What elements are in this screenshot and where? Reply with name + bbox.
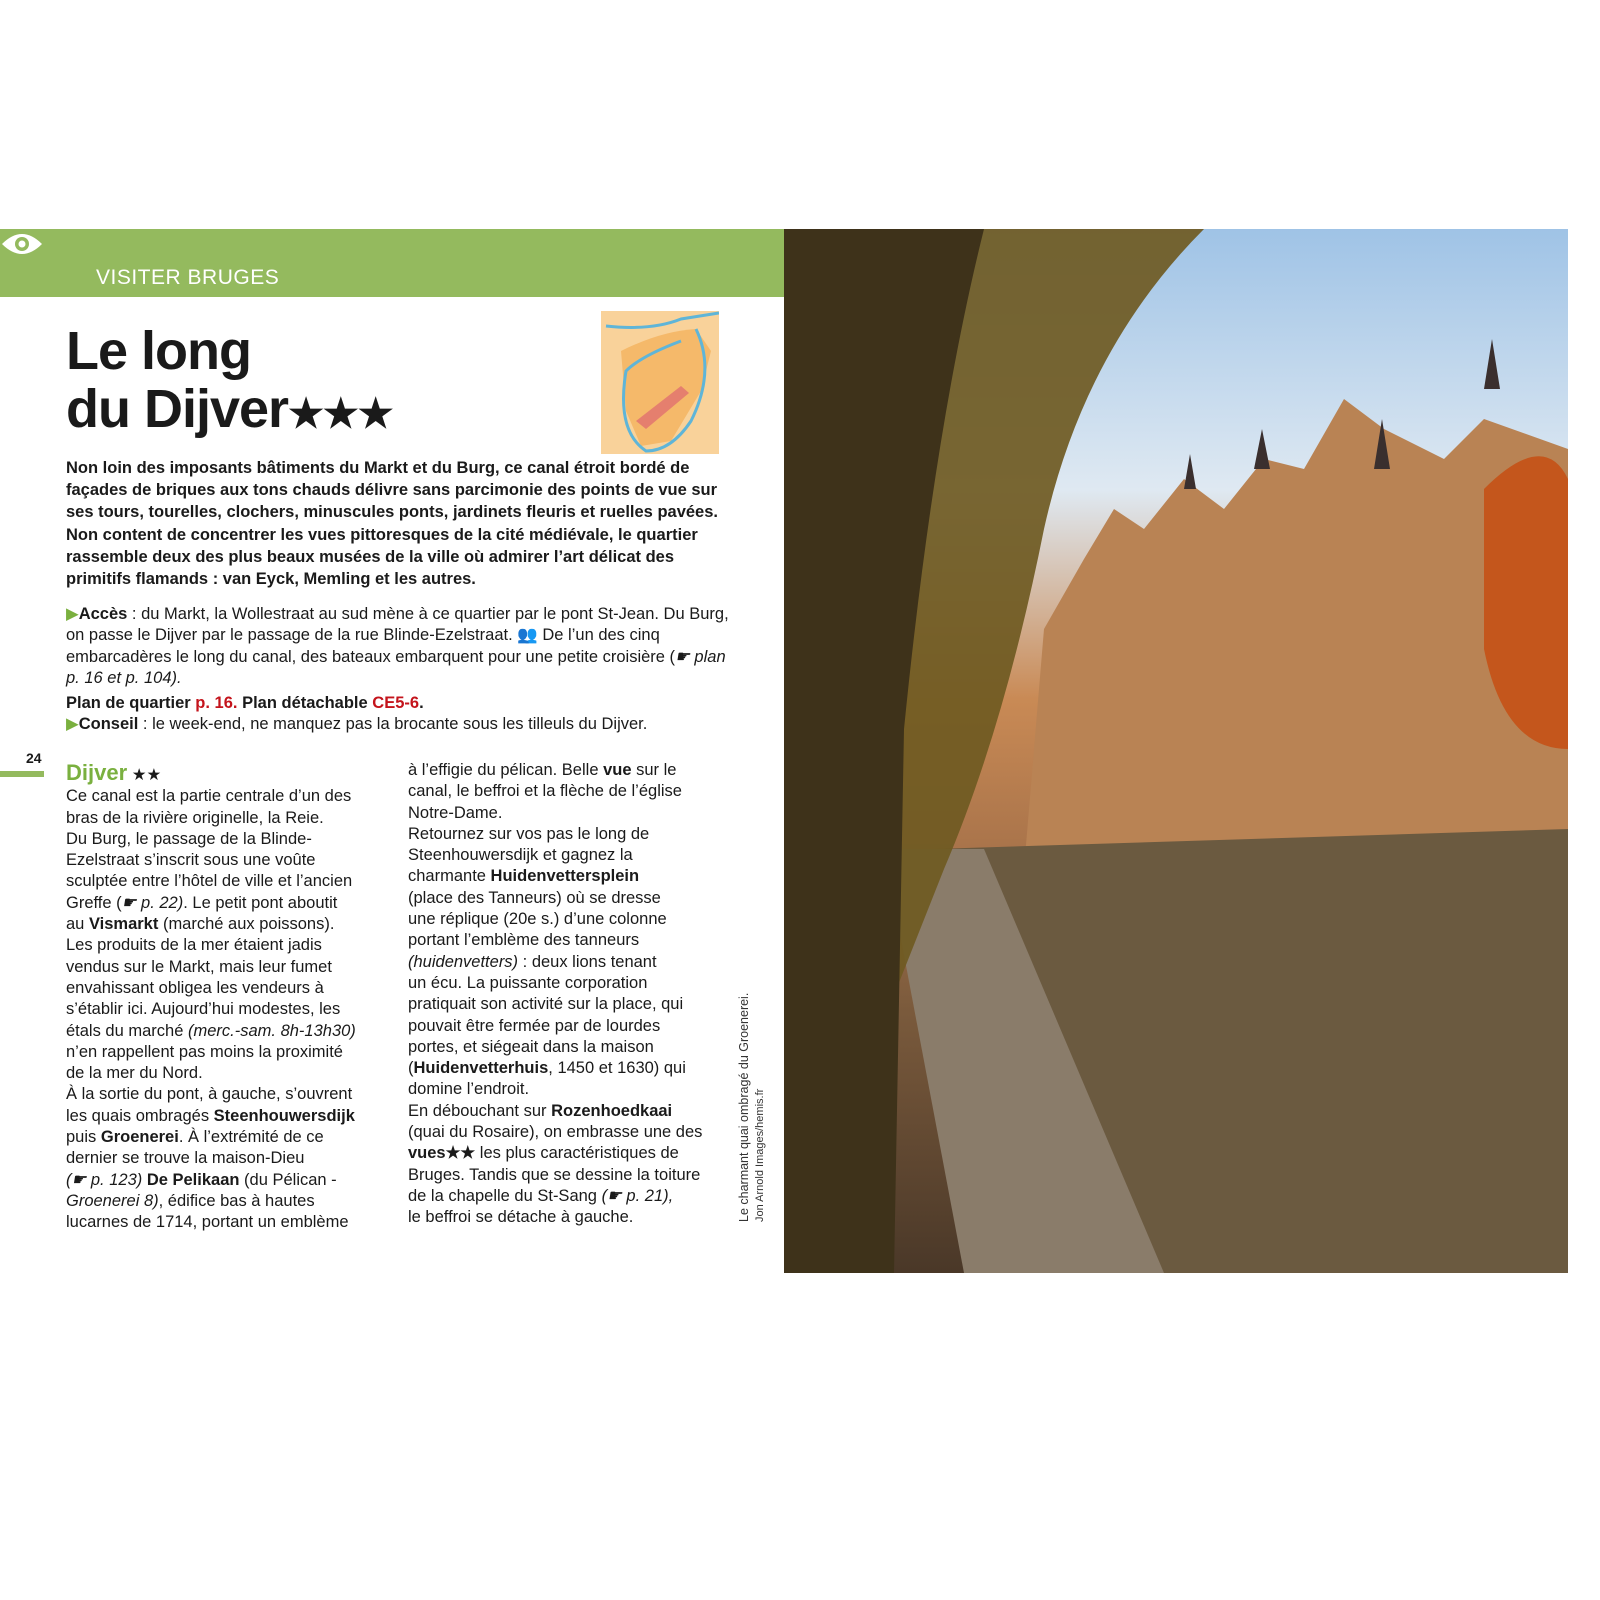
text-segment: de la mer du Nord. [66, 1064, 203, 1083]
text-segment: lucarnes de 1714, portant un emblème [66, 1213, 349, 1232]
text-line [66, 1191, 356, 1212]
text-segment: Les produits de la mer étaient jadis [66, 936, 322, 955]
text-line [66, 935, 356, 956]
text-line [408, 1207, 702, 1228]
text-segment: de la chapelle du St-Sang [408, 1186, 602, 1205]
text-segment: un écu. La puissante corporation [408, 973, 648, 992]
text-column-2 [408, 760, 702, 1229]
practical-info [66, 604, 736, 736]
text-segment: (du Pélican - [239, 1170, 337, 1189]
text-line [66, 786, 356, 807]
text-segment: n’en rappellent pas moins la proximité [66, 1042, 343, 1061]
plan-ref-link[interactable]: CE5-6 [372, 694, 420, 713]
plan-label: Plan de quartier [66, 694, 196, 713]
text-segment: Steenhouwersdijk et gagnez la [408, 846, 633, 865]
text-segment: Ce canal est la partie centrale d’un des [66, 787, 352, 806]
text-segment: puis [66, 1128, 101, 1147]
text-segment: portes, et siégeait dans la maison [408, 1037, 654, 1056]
text-line [408, 952, 702, 973]
text-segment: portant l’emblème des tanneurs [408, 931, 640, 950]
text-segment: sculptée entre l’hôtel de ville et l’ancien [66, 872, 353, 891]
text-line [408, 1165, 702, 1186]
text-line [66, 1170, 356, 1191]
text-segment: (place des Tanneurs) où se dresse [408, 888, 661, 907]
text-segment: sur le [631, 761, 677, 779]
text-line [408, 781, 702, 802]
title-line-1: Le long [66, 321, 251, 381]
text-line [408, 973, 702, 994]
acces-text: : du Markt, la Wollestraat au sud mène à ce quartier par le pont St-Jean. Du Burg, on passe le Dijver par le passage de la rue Blinde-Ezelstraat. [66, 605, 729, 645]
text-line [408, 930, 702, 951]
page-ref-link[interactable]: (☛ p. 123) [66, 1170, 147, 1189]
district-locator-map [601, 311, 719, 454]
text-line [66, 999, 356, 1020]
text-segment: charmante [408, 867, 491, 886]
text-segment: au [66, 915, 89, 934]
text-line [66, 808, 356, 829]
text-segment: pouvait être fermée par de lourdes [408, 1016, 661, 1035]
triangle-bullet-icon: ▶ [66, 715, 79, 734]
text-segment: vendus sur le Markt, mais leur fumet [66, 957, 332, 976]
rating-stars: ★★★ [288, 392, 393, 436]
plan-page-link[interactable]: p. 16. [195, 694, 238, 713]
text-line [408, 803, 702, 824]
text-line [408, 994, 702, 1015]
acces-text-2: De l’un des cinq embarcadères le long du canal, des bateaux embarquent pour une petite croisière ( [66, 626, 676, 666]
text-segment: ( [408, 1059, 414, 1078]
page-number: 24 [26, 750, 42, 766]
bold-term: Groenerei [100, 1128, 179, 1147]
text-line [408, 909, 702, 930]
text-segment: , 1450 et 1630) qui [548, 1059, 686, 1078]
text-segment: . Le petit pont aboutit [183, 893, 338, 912]
text-line [408, 1079, 702, 1100]
text-segment: . À l’extrémité de ce [178, 1128, 324, 1147]
text-segment: dernier se trouve la maison-Dieu [66, 1149, 305, 1168]
text-line [408, 1058, 702, 1079]
conseil-text: : le week-end, ne manquez pas la brocante sous les tilleuls du Dijver. [138, 715, 648, 734]
text-line [66, 871, 356, 892]
text-segment: bras de la rivière originelle, la Reie. [66, 808, 324, 827]
text-line [408, 1143, 702, 1164]
text-line [408, 1101, 702, 1122]
eye-icon [0, 229, 44, 259]
plan-end: . [419, 694, 424, 713]
caption-text: Le charmant quai ombragé du Groenerei. [737, 992, 751, 1222]
text-segment: domine l’endroit. [408, 1080, 530, 1099]
text-line [66, 829, 356, 850]
bold-term: Vismarkt [88, 915, 159, 934]
intro-paragraph: Non loin des imposants bâtiments du Markt et du Burg, ce canal étroit bordé de façades de briques aux tons chauds délivre sans parcimonie des points de vue sur ses tours, tourelles, clochers, minuscules ponts, jardinets fleuris et ruelles pavées. Non content de concentrer les vues pittoresques de la cité médiévale, le quartier rassemble deux des plus beaux musées de la ville où admirer l’art délicat des primitifs flamands : van Eyck, Memling et les autres. [66, 459, 718, 589]
text-line [66, 1063, 356, 1084]
text-segment: Bruges. Tandis que se dessine la toiture [408, 1165, 701, 1184]
text-line [408, 1016, 702, 1037]
page-title [66, 322, 393, 443]
text-line [408, 760, 702, 781]
text-segment: les quais ombragés [66, 1106, 214, 1125]
acces-label: Accès [78, 605, 128, 623]
text-line [408, 1037, 702, 1058]
text-line [66, 1106, 356, 1127]
text-line [408, 1186, 702, 1207]
text-segment: (quai du Rosaire), on embrasse une des [408, 1123, 703, 1142]
bold-term: vue [603, 761, 632, 779]
text-segment: canal, le beffroi et la flèche de l’église [408, 782, 682, 801]
text-line [66, 1021, 356, 1042]
text-segment: étals du marché [66, 1021, 188, 1040]
text-segment: le beffroi se détache à gauche. [408, 1208, 634, 1227]
text-segment: À la sortie du pont, à gauche, s’ouvrent [66, 1085, 353, 1104]
text-segment: (marché aux poissons). [158, 915, 335, 934]
text-segment: Greffe ( [66, 893, 122, 912]
bold-term: Huidenvetterhuis [413, 1059, 549, 1078]
text-column-1 [66, 762, 356, 1234]
text-line [66, 1084, 356, 1105]
group-people-icon: 👥 [517, 626, 538, 645]
text-segment: Notre-Dame. [408, 803, 503, 822]
text-segment: Ezelstraat s’inscrit sous une voûte [66, 851, 316, 870]
photo-caption [736, 993, 768, 1222]
page-ref-link[interactable]: ☛ p. 22) [121, 893, 184, 912]
text-segment: envahissant obligea les vendeurs à [66, 978, 324, 997]
bold-term: Rozenhoedkaai [551, 1101, 673, 1120]
text-segment: à l’effigie du pélican. Belle [408, 761, 604, 779]
text-segment: les plus caractéristiques de [475, 1144, 679, 1163]
section-heading: Dijver [66, 760, 128, 785]
section-stars: ★★ [131, 766, 162, 784]
triangle-bullet-icon: ▶ [66, 605, 79, 623]
text-line [408, 888, 702, 909]
text-line [408, 1122, 702, 1143]
plan-detachable-label: Plan détachable [237, 694, 373, 713]
text-line [66, 1212, 356, 1233]
text-line [408, 824, 702, 845]
text-segment: (huidenvetters) [408, 952, 519, 971]
bold-term: Huidenvettersplein [490, 867, 640, 886]
bold-term: Steenhouwersdijk [213, 1106, 355, 1125]
text-line [66, 978, 356, 999]
title-line-2: du Dijver [66, 379, 289, 439]
bold-term: De Pelikaan [146, 1170, 240, 1189]
text-line [66, 893, 356, 914]
page-marker-bar [0, 771, 44, 777]
text-line [66, 1042, 356, 1063]
text-segment: s’établir ici. Aujourd’hui modestes, les [66, 1000, 341, 1019]
text-segment: (merc.-sam. 8h-13h30) [187, 1021, 356, 1040]
text-segment: En débouchant sur [408, 1101, 552, 1120]
photo-credit: Jon Arnold Images/hemis.fr [754, 1088, 766, 1222]
text-line [408, 845, 702, 866]
text-segment: pratiquait son activité sur la place, qui [408, 995, 684, 1014]
text-line [66, 957, 356, 978]
bold-term: vues★★ [408, 1144, 476, 1163]
text-segment: : deux lions tenant [518, 952, 657, 971]
text-segment: Du Burg, le passage de la Blinde- [66, 829, 312, 848]
text-segment: Retournez sur vos pas le long de [408, 824, 650, 843]
text-line [66, 1148, 356, 1169]
canal-photo [784, 229, 1568, 1273]
text-line [66, 850, 356, 871]
acces-ref-link[interactable]: ☛ plan p. 16 et p. 104). [66, 647, 726, 687]
text-segment: une réplique (20e s.) d’une colonne [408, 910, 667, 929]
section-title: VISITER BRUGES [96, 266, 280, 289]
conseil-label: Conseil [78, 715, 139, 734]
text-line [66, 1127, 356, 1148]
text-segment: , édifice bas à hautes [158, 1191, 315, 1210]
text-line [408, 866, 702, 887]
page-ref-link[interactable]: (☛ p. 21), [601, 1186, 674, 1205]
text-line [66, 914, 356, 935]
text-segment: Groenerei 8) [66, 1191, 159, 1210]
